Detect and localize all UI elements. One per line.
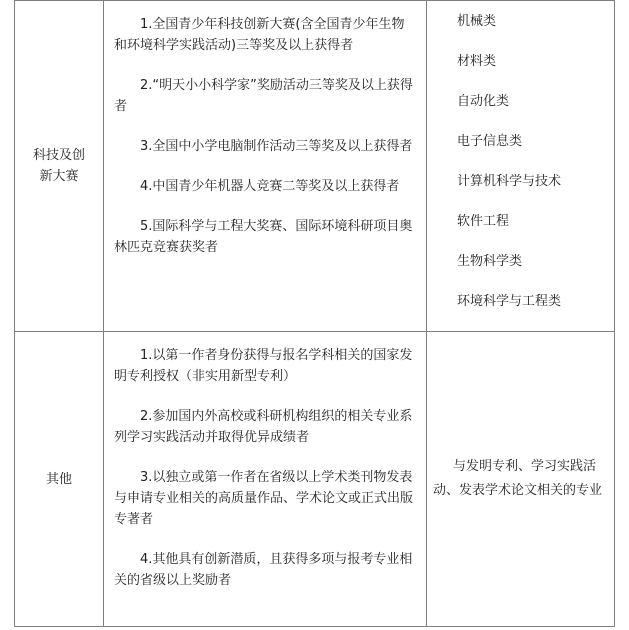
category-label: 其他 [45,471,72,487]
award-item: 4.其他具有创新潜质，且获得多项与报考专业相关的省级以上奖励者 [114,552,413,588]
award-item: 1.全国青少年科技创新大赛(含全国青少年生物和环境科学实践活动)三等奖及以上获得者 [114,17,405,53]
award-list-cell [104,1,427,332]
related-major-cell [427,332,615,627]
category-cell [15,1,104,332]
category-cell [15,332,104,627]
major-item: 软件工程 [457,214,510,229]
award-list-cell [104,332,427,627]
award-item: 2.参加国内外高校或科研机构组织的相关专业系列学习实践活动并取得优异成绩者 [114,409,413,445]
award-item: 4.中国青少年机器人竞赛二等奖及以上获得者 [140,179,400,194]
major-list-cell [427,1,615,332]
major-item: 电子信息类 [457,134,523,149]
award-item: 3.全国中小学电脑制作活动三等奖及以上获得者 [140,139,413,154]
major-item: 计算机科学与技术 [457,174,562,189]
award-item: 2.“明天小小科学家”奖励活动三等奖及以上获得者 [114,78,413,114]
major-item: 机械类 [457,14,497,29]
table-row-tech-competition [15,1,615,332]
major-item: 材料类 [457,54,497,69]
related-major-text: 与发明专利、学习实践活动、发表学术论文相关的专业 [433,459,603,498]
major-item: 环境科学与工程类 [457,294,562,309]
major-item: 自动化类 [457,94,510,109]
table-row-other [15,332,615,627]
major-item: 生物科学类 [457,254,523,269]
award-item: 3.以独立或第一作者在省级以上学术类刊物发表与申请专业相关的高质量作品、学术论文或正式出版专著者 [114,470,414,527]
requirements-table [14,0,615,627]
category-label: 科技及创新大赛 [32,148,85,184]
award-item: 1.以第一作者身份获得与报名学科相关的国家发明专利授权（非实用新型专利） [114,348,413,384]
award-item: 5.国际科学与工程大奖赛、国际环境科研项目奥林匹克竞赛获奖者 [114,219,413,255]
